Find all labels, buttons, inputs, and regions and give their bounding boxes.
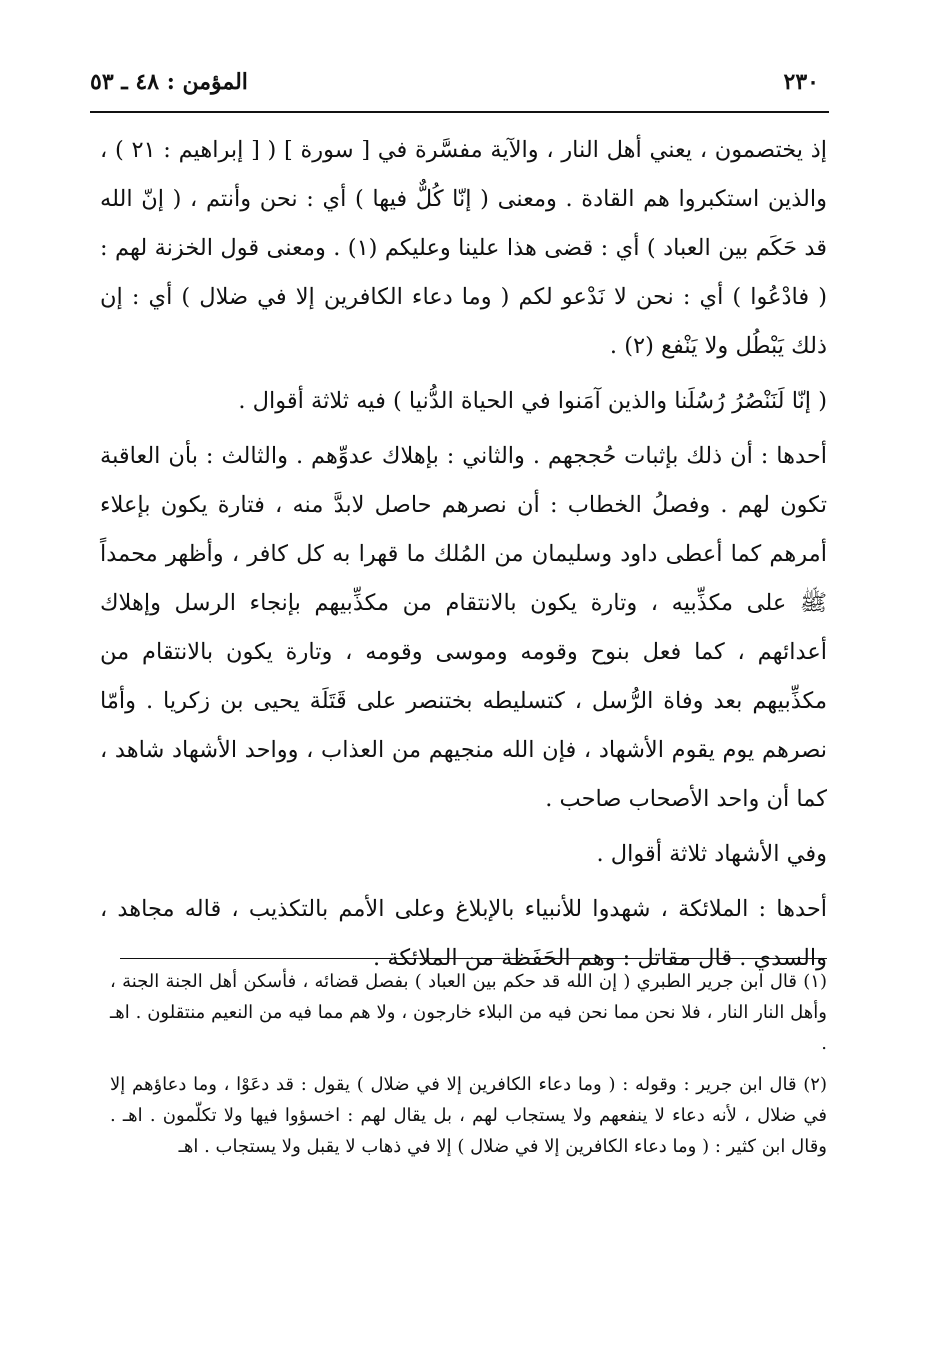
paragraph: إذ يختصمون ، يعني أهل النار ، والآية مفسَّرة في [ سورة ] ( [ إبراهيم : ٢١ ) ، والذين استكبروا هم القادة . ومعنى ( إنّا كُلٌّ فيها ) أي : نحن وأنتم ، ( إنّ الله قد حَكَم بين العباد ) أي : قضى هذا علينا وعليكم (١) . ومعنى قول الخزنة لهم : ( فادْعُوا ) أي : نحن لا نَدْعو لكم ( وما دعاء الكافرين إلا في ضلال ) أي : إن ذلك يَبْطُل ولا يَنْفع (٢) . [100, 137, 827, 359]
paragraph: أحدها : الملائكة ، شهدوا للأنبياء بالإبلاغ وعلى الأمم بالتكذيب ، قاله مجاهد ، والسدي . قال مقاتل : وهم الحَفَظة من الملائكة . [100, 896, 827, 971]
header-divider [90, 111, 829, 113]
main-text [100, 126, 827, 983]
paragraph: ( إنّا لَنَنْصُرُ رُسُلَنا والذين آمَنوا في الحياة الدُّنيا ) فيه ثلاثة أقوال . [238, 388, 827, 414]
footnotes [110, 966, 827, 1162]
footnote-divider [120, 958, 827, 959]
footnote-1: (١) قال ابن جرير الطبري ( إن الله قد حكم بين العباد ) بفصل قضائه ، فأسكن أهل الجنة الجنة ، وأهل النار النار ، فلا نحن مما نحن فيه من البلاء خارجون ، ولا هم مما فيه من النعيم منتقلون . اهـ . [110, 971, 827, 1054]
page-number: ٢٣٠ [783, 69, 819, 95]
paragraph: أحدها : أن ذلك بإثبات حُججهم . والثاني : بإهلاك عدوِّهم . والثالث : بأن العاقبة تكون لهم . وفصلُ الخطاب : أن نصرهم حاصل لابدَّ منه ، فتارة يكون بإعلاء أمرهم كما أعطى داود وسليمان من المُلك ما قهرا به كل كافر ، وأظهر محمداً ﷺ على مكذِّبيه ، وتارة يكون بالانتقام من مكذِّبيهم بإنجاء الرسل وإهلاك أعدائهم ، كما فعل بنوح وقومه وموسى وقومه ، وتارة يكون بالانتقام من مكذِّبيهم بعد وفاة الرُّسل ، كتسليطه بختنصر على قَتَلَة يحيى بن زكريا . وأمّا نصرهم يوم يقوم الأشهاد ، فإن الله منجيهم من العذاب ، وواحد الأشهاد شاهد ، كما أن واحد الأصحاب صاحب . [100, 443, 827, 812]
footnote-2: (٢) قال ابن جرير : وقوله : ( وما دعاء الكافرين إلا في ضلال ) يقول : قد دعَوْا ، وما دعاؤهم إلا في ضلال ، لأنه دعاء لا ينفعهم ولا يستجاب لهم ، بل يقال لهم : اخسؤوا فيها ولا تكلّمون . اهـ . وقال ابن كثير : ( وما دعاء الكافرين إلا في ضلال ) إلا في ذهاب لا يقبل ولا يستجاب . اهـ [110, 1074, 827, 1157]
page-header [90, 62, 819, 102]
running-title: المؤمن : ٤٨ ـ ٥٣ [90, 69, 248, 95]
paragraph: وفي الأشهاد ثلاثة أقوال . [596, 841, 827, 867]
